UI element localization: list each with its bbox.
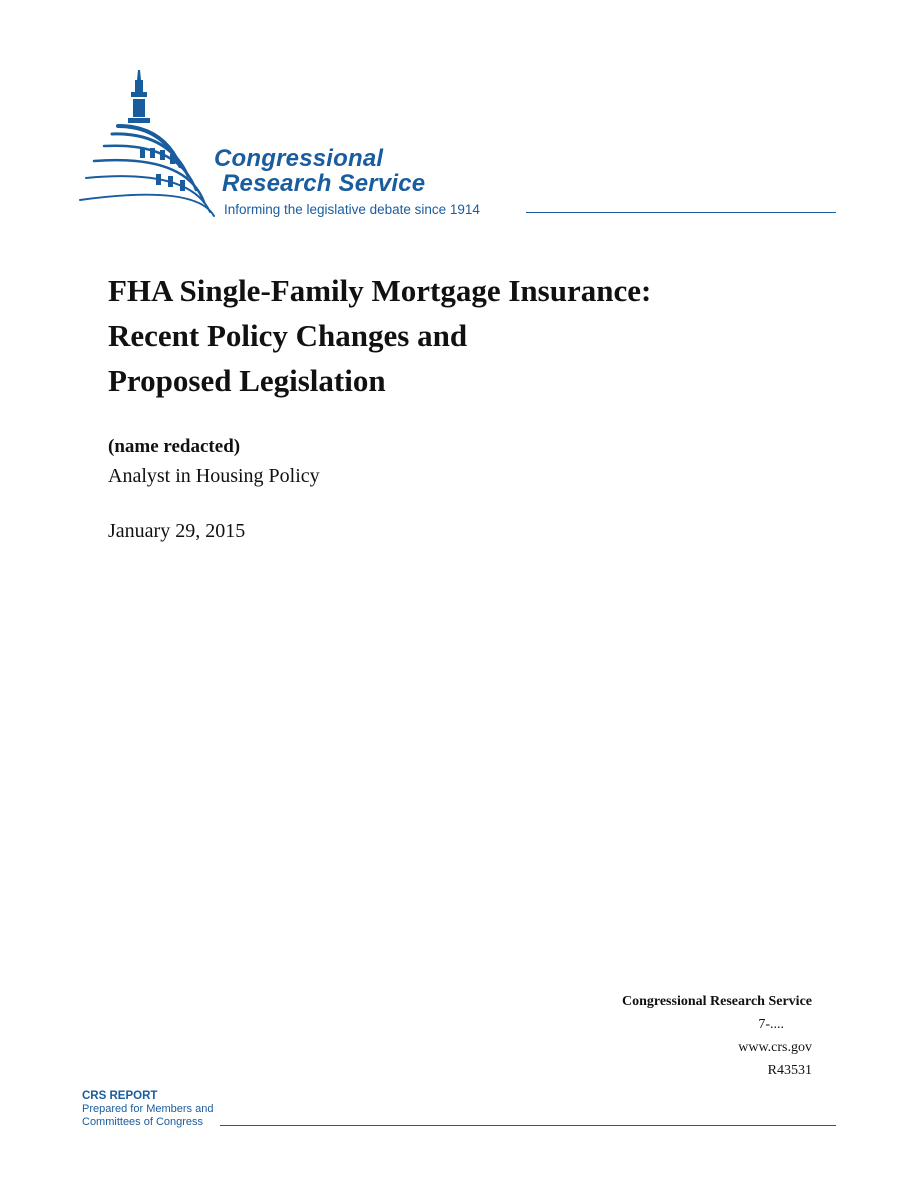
report-number: R43531 xyxy=(767,1063,812,1078)
capitol-dome-icon xyxy=(78,66,218,226)
author-role: Analyst in Housing Policy xyxy=(108,465,320,487)
tagline-divider xyxy=(526,212,836,213)
logo-name-line1: Congressional xyxy=(214,145,384,172)
footer-line-1: Prepared for Members and xyxy=(82,1103,214,1115)
logo-wordmark xyxy=(214,146,425,196)
footer-divider xyxy=(220,1125,836,1126)
logo-tagline: Informing the legislative debate since 1914 xyxy=(224,202,480,217)
logo-name-line2: Research Service xyxy=(222,170,426,197)
footer-line-2: Committees of Congress xyxy=(82,1116,204,1128)
footer-block xyxy=(82,1090,213,1129)
publisher-code: 7-.... xyxy=(758,1017,784,1032)
author-name: (name redacted) xyxy=(108,436,241,457)
publisher-info xyxy=(622,990,812,1082)
title-line-2: Recent Policy Changes and xyxy=(108,318,468,353)
publisher-org: Congressional Research Service xyxy=(621,994,812,1009)
report-title xyxy=(108,268,828,403)
report-date: January 29, 2015 xyxy=(108,520,246,542)
title-line-1: FHA Single-Family Mortgage Insurance: xyxy=(108,273,652,308)
crs-logo xyxy=(78,66,838,226)
publisher-url[interactable]: www.crs.gov xyxy=(738,1040,812,1055)
footer-label: CRS REPORT xyxy=(82,1090,158,1102)
title-line-3: Proposed Legislation xyxy=(108,363,386,398)
